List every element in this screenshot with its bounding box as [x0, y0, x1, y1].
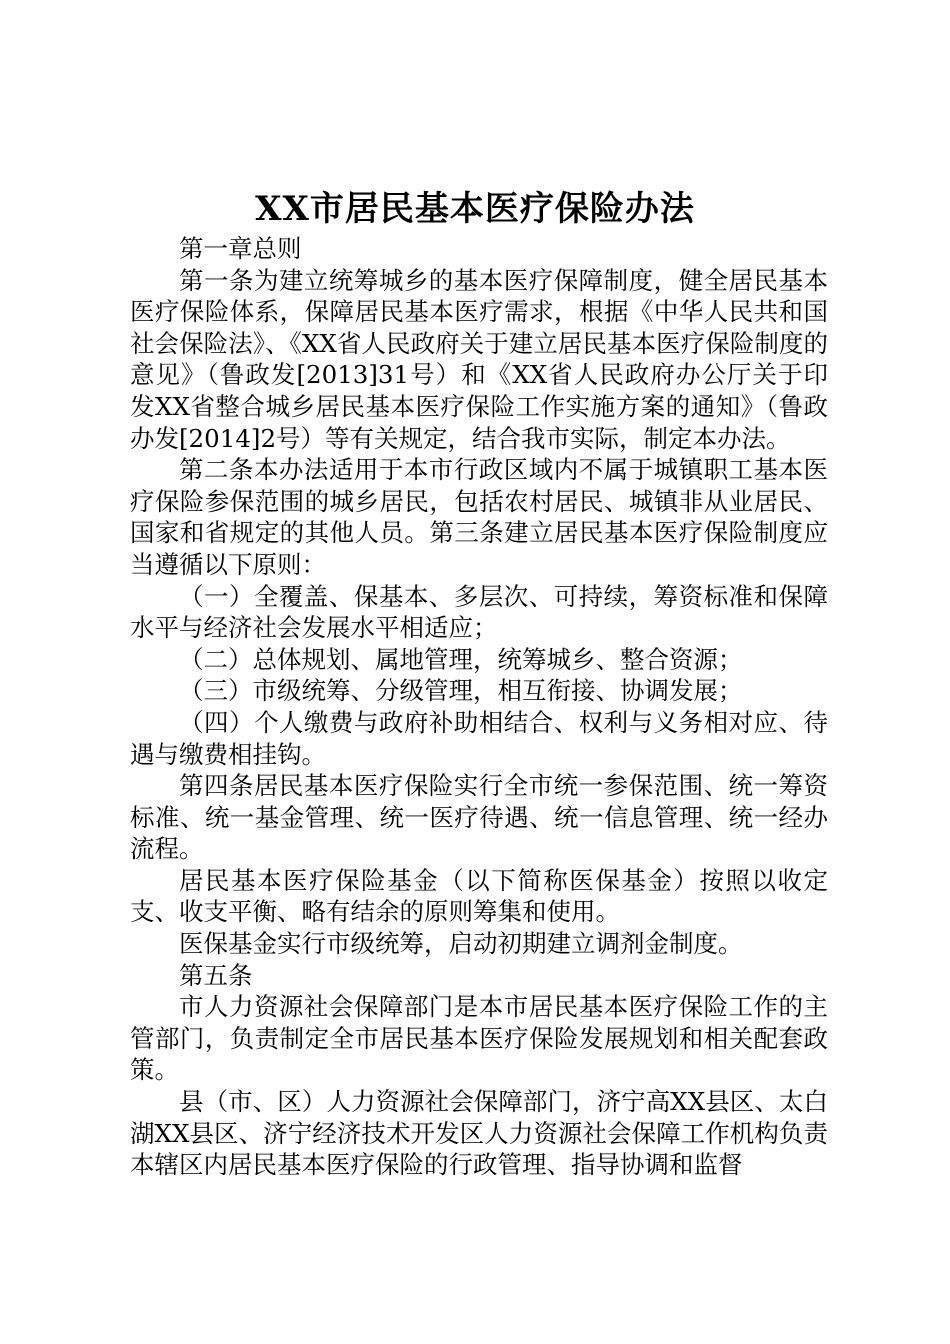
- paragraph-article-4: 第四条居民基本医疗保险实行全市统一参保范围、统一筹资标准、统一基金管理、统一医疗待遇、统一信息管理、统一经办流程。: [130, 771, 828, 864]
- paragraph-article-2-3: 第二条本办法适用于本市行政区域内不属于城镇职工基本医疗保险参保范围的城乡居民，包括农村居民、城镇非从业居民、国家和省规定的其他人员。第三条建立居民基本医疗保险制度应当遵循以下原则：: [130, 455, 828, 579]
- paragraph-fund-principle: 居民基本医疗保险基金（以下简称医保基金）按照以收定支、收支平衡、略有结余的原则筹集和使用。: [130, 865, 828, 927]
- paragraph-principle-1: （一）全覆盖、保基本、多层次、可持续，筹资标准和保障水平与经济社会发展水平相适应；: [130, 581, 828, 643]
- document-title: XX市居民基本医疗保险办法: [255, 189, 695, 229]
- paragraph-fund-coordination: 医保基金实行市级统筹，启动初期建立调剂金制度。: [179, 929, 743, 959]
- paragraph-article-1: 第一条为建立统筹城乡的基本医疗保障制度，健全居民基本医疗保险体系，保障居民基本医疗需求，根据《中华人民共和国社会保险法》、《XX省人民政府关于建立居民基本医疗保险制度的意见》（鲁政发[2013]31号）和《XX省人民政府办公厅关于印发XX省整合城乡居民基本医疗保险工作实施方案的通知》（鲁政办发[2014]2号）等有关规定，结合我市实际，制定本办法。: [130, 265, 828, 453]
- paragraph-principle-4: （四）个人缴费与政府补助相结合、权利与义务相对应、待遇与缴费相挂钩。: [130, 707, 828, 769]
- paragraph-principle-2: （二）总体规划、属地管理，统筹城乡、整合资源；: [179, 644, 743, 674]
- document-body: [130, 233, 828, 1181]
- paragraph-principle-3: （三）市级统筹、分级管理，相互衔接、协调发展；: [179, 676, 743, 706]
- paragraph-article-5-heading: 第五条: [179, 960, 253, 990]
- paragraph-county-department: 县（市、区）人力资源社会保障部门，济宁高XX县区、太白湖XX县区、济宁经济技术开发区人力资源社会保障工作机构负责本辖区内居民基本医疗保险的行政管理、指导协调和监督: [130, 1087, 828, 1180]
- chapter-heading: 第一章总则: [179, 234, 302, 263]
- paragraph-municipal-department: 市人力资源社会保障部门是本市居民基本医疗保险工作的主管部门，负责制定全市居民基本医疗保险发展规划和相关配套政策。: [130, 992, 828, 1085]
